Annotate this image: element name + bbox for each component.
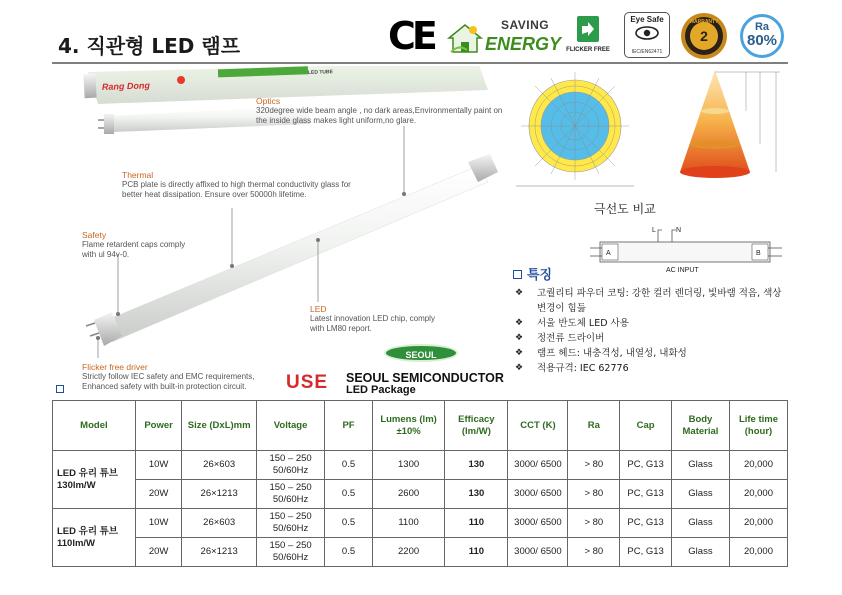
callout-led-head: LED <box>310 304 327 314</box>
use-label: USE <box>286 372 329 393</box>
flicker-free-badge <box>566 14 610 60</box>
green-house-icon <box>447 22 483 54</box>
table-cell: 20W <box>135 480 182 509</box>
callout-led-text: Latest innovation LED chip, comply with LM80 report. <box>310 314 435 333</box>
col-header: Lumens (lm) ±10% <box>372 401 444 451</box>
table-cell: 2600 <box>372 480 444 509</box>
feature-text: 고퀄리티 파우더 코팅: 강한 컬러 렌더링, 빛바램 적음, 색상 변경이 힘듦 <box>537 288 782 314</box>
table-cell: 0.5 <box>325 451 373 480</box>
flicker-free-label: FLICKER FREE <box>566 47 610 53</box>
spec-table <box>52 400 788 567</box>
table-cell: PC, G13 <box>620 509 672 538</box>
feature-text: 램프 헤드: 내충격성, 내열성, 내화성 <box>537 348 687 359</box>
table-cell: 110 <box>445 509 508 538</box>
table-cell: > 80 <box>568 509 620 538</box>
ra-value: 80% <box>746 32 778 49</box>
callout-thermal-text: PCB plate is directly affixed to high thermal conductivity glass for better heat dissipation. Ensure over 50000h lifetime. <box>122 180 351 199</box>
table-cell: 3000/ 6500 <box>508 538 568 567</box>
saving-text: SAVING <box>501 18 550 32</box>
table-cell: Glass <box>671 538 729 567</box>
table-cell: 26×1213 <box>182 538 257 567</box>
table-cell: 20W <box>135 538 182 567</box>
table-cell: 130 <box>445 451 508 480</box>
feature-text: 서울 반도체 LED 사용 <box>537 318 629 329</box>
callout-safety-head: Safety <box>82 230 107 240</box>
table-header-row <box>53 401 788 451</box>
table-cell: Glass <box>671 480 729 509</box>
callout-optics <box>256 96 506 126</box>
eye-safe-badge <box>624 12 670 58</box>
warranty-seal <box>680 12 728 60</box>
table-cell: 20,000 <box>729 480 787 509</box>
table-cell: > 80 <box>568 480 620 509</box>
col-header: Body Material <box>671 401 729 451</box>
col-header: Size (DxL)mm <box>182 401 257 451</box>
table-cell: 0.5 <box>325 480 373 509</box>
col-header: Model <box>53 401 136 451</box>
table-cell: PC, G13 <box>620 451 672 480</box>
ra-rating-badge <box>740 14 784 58</box>
table-cell: Glass <box>671 509 729 538</box>
table-cell: 26×603 <box>182 451 257 480</box>
features-list <box>513 286 793 376</box>
wiring-l-label: L <box>652 227 656 234</box>
table-cell: 26×1213 <box>182 480 257 509</box>
led-package-label: LED Package <box>346 384 416 396</box>
col-header: PF <box>325 401 373 451</box>
callout-flicker <box>82 362 282 392</box>
eye-safe-title: Eye Safe <box>630 15 664 24</box>
table-cell: > 80 <box>568 538 620 567</box>
table-cell: 20,000 <box>729 451 787 480</box>
col-header: Efficacy (lm/W) <box>445 401 508 451</box>
table-cell: PC, G13 <box>620 480 672 509</box>
ra-label: Ra <box>754 21 770 33</box>
bullet-square-icon <box>56 385 64 393</box>
energy-text: ENERGY <box>485 34 562 54</box>
table-cell: 1300 <box>372 451 444 480</box>
list-item <box>513 286 793 316</box>
table-cell: 3000/ 6500 <box>508 509 568 538</box>
table-cell: 10W <box>135 509 182 538</box>
list-item <box>513 331 793 346</box>
table-row <box>53 509 788 538</box>
table-cell: 150 – 250 50/60Hz <box>256 509 324 538</box>
callout-safety <box>82 230 192 260</box>
table-cell: 0.5 <box>325 538 373 567</box>
table-cell: 150 – 250 50/60Hz <box>256 480 324 509</box>
table-cell: Glass <box>671 451 729 480</box>
table-cell: 3000/ 6500 <box>508 451 568 480</box>
diamond-bullet-icon: ❖ <box>515 348 524 358</box>
seoul-logo: SEOUL <box>384 344 458 362</box>
features-section <box>513 264 793 376</box>
title-divider <box>52 62 788 64</box>
polar-distribution-diagram <box>506 66 644 196</box>
table-cell: 1100 <box>372 509 444 538</box>
callout-thermal-head: Thermal <box>122 170 154 180</box>
col-header: Cap <box>620 401 672 451</box>
diamond-bullet-icon: ❖ <box>515 333 524 343</box>
heading-square-icon <box>513 270 522 279</box>
callout-optics-head: Optics <box>256 96 281 106</box>
feature-text: 적용규격: IEC 62776 <box>537 363 629 374</box>
wiring-n-label: N <box>676 227 682 234</box>
svg-text:2: 2 <box>700 28 708 44</box>
col-header: Voltage <box>256 401 324 451</box>
col-header: Ra <box>568 401 620 451</box>
table-cell: 0.5 <box>325 509 373 538</box>
table-cell: 20,000 <box>729 509 787 538</box>
diamond-bullet-icon: ❖ <box>515 288 524 298</box>
table-cell: 130 <box>445 480 508 509</box>
table-row <box>53 538 788 567</box>
feature-text: 정전류 드라이버 <box>537 333 605 344</box>
flicker-free-icon <box>574 14 602 44</box>
table-cell: 150 – 250 50/60Hz <box>256 451 324 480</box>
features-heading-text: 특징 <box>527 268 553 283</box>
table-cell: 110 <box>445 538 508 567</box>
features-heading <box>513 264 793 283</box>
callout-safety-text: Flame retardent caps comply with ul 94v-0. <box>82 240 186 259</box>
ce-mark-icon: CE <box>388 14 434 58</box>
list-item <box>513 346 793 361</box>
table-cell: > 80 <box>568 451 620 480</box>
wiring-b-label: B <box>756 250 761 257</box>
brand-logo-text: Rang Dong <box>101 80 151 92</box>
model-cell: LED 유리 튜브 130lm/W <box>53 451 136 509</box>
diamond-bullet-icon: ❖ <box>515 318 524 328</box>
table-row <box>53 451 788 480</box>
seoul-semiconductor-name: SEOUL SEMICONDUCTOR <box>346 371 504 385</box>
table-cell: 10W <box>135 451 182 480</box>
table-cell: 3000/ 6500 <box>508 480 568 509</box>
polar-compare-label: 극선도 비교 <box>594 202 656 216</box>
wiring-a-label: A <box>606 250 611 257</box>
table-cell: 26×603 <box>182 509 257 538</box>
diamond-bullet-icon: ❖ <box>515 363 524 373</box>
eye-safe-standard: IEC/EN62471 <box>631 49 663 55</box>
col-header: CCT (K) <box>508 401 568 451</box>
callout-flicker-head: Flicker free driver <box>82 362 148 372</box>
svg-text:WARRANTY: WARRANTY <box>689 19 719 25</box>
model-cell: LED 유리 튜브 110lm/W <box>53 509 136 567</box>
page-title: 4. 직관형 LED 램프 <box>58 34 241 58</box>
table-cell: 20,000 <box>729 538 787 567</box>
table-cell: 150 – 250 50/60Hz <box>256 538 324 567</box>
eye-icon <box>634 24 660 42</box>
list-item <box>513 361 793 376</box>
wiring-input-label: AC INPUT <box>666 267 699 274</box>
col-header: Life time (hour) <box>729 401 787 451</box>
table-cell: PC, G13 <box>620 538 672 567</box>
callout-thermal <box>122 170 362 200</box>
illuminance-cone-diagram <box>660 66 790 186</box>
list-item <box>513 316 793 331</box>
table-cell: 2200 <box>372 538 444 567</box>
callout-flicker-text: Strictly follow IEC safety and EMC requirements, Enhanced safety with built-in protection circuit. <box>82 372 255 391</box>
callout-led <box>310 304 450 334</box>
tube-label-text: LED TUBE <box>307 69 334 76</box>
warranty-seal-icon <box>680 12 728 60</box>
col-header: Power <box>135 401 182 451</box>
table-row <box>53 480 788 509</box>
callout-optics-text: 320degree wide beam angle , no dark areas,Environmentally paint on the inside glass makes light uniform,no glare. <box>256 106 503 125</box>
saving-energy-badge <box>445 14 562 58</box>
